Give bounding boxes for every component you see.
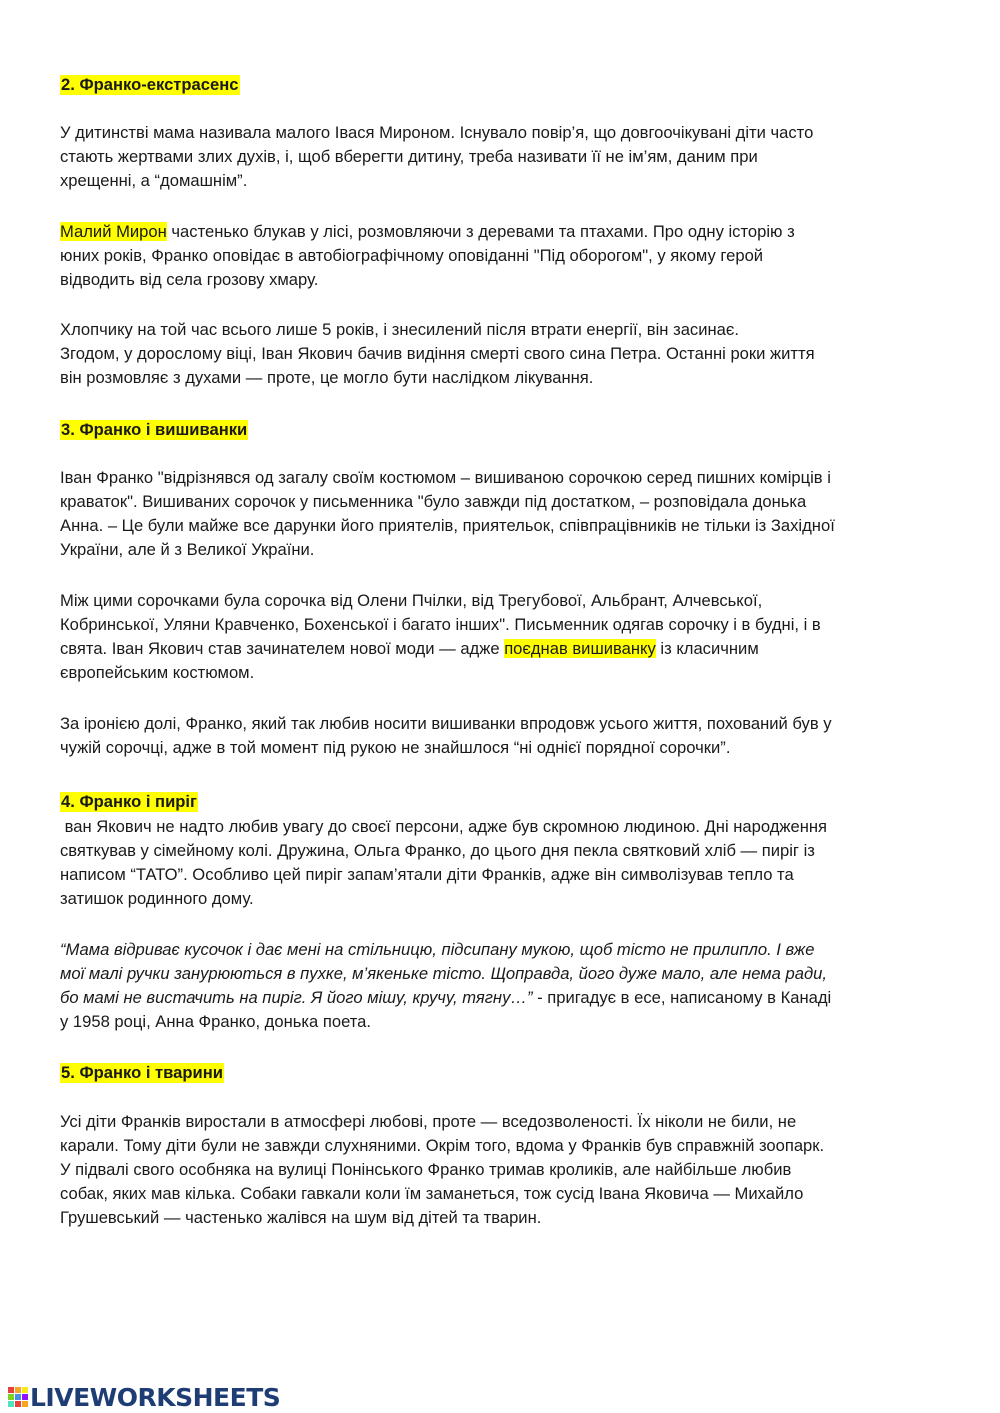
text-line: собак, яких мав кілька. Собаки гавкали коли їм заманеться, тож сусід Івана Яковича — Михайло (60, 1184, 804, 1203)
logo-square (15, 1401, 21, 1407)
text-line: хрещенні, а “домашнім”. (60, 171, 248, 190)
section-heading: 4. Франко і пиріг (61, 792, 197, 811)
text-line: Усі діти Франків виростали в атмосфері любові, проте — вседозволеності. Їх ніколи не били, не (60, 1112, 797, 1131)
text-line: У дитинстві мама називала малого Івася Мироном. Існувало повір’я, що довгоочікувані діти часто (60, 123, 814, 142)
text-line: карали. Тому діти були не завжди слухняними. Окрім того, вдома у Франків був справжній зоопарк. (60, 1136, 825, 1155)
logo-square (22, 1394, 28, 1400)
logo-square (8, 1387, 14, 1393)
text-line: святкував у сімейному колі. Дружина, Ольга Франко, до цього дня пекла святковий хліб — пиріг із (60, 841, 815, 860)
text-line: затишок родинного дому. (60, 889, 254, 908)
section-4-paragraph-1 (60, 815, 940, 911)
text-line: європейським костюмом. (60, 663, 255, 682)
section-heading: 5. Франко і тварини (61, 1063, 223, 1082)
logo-square (22, 1387, 28, 1393)
section-5-heading-block (60, 1061, 940, 1085)
section-heading: 3. Франко і вишиванки (61, 420, 248, 439)
logo-text: LIVEWORKSHEETS (30, 1382, 281, 1412)
quote-line: “Мама відриває кусочок і дає мені на стільницю, підсипану мукою, щоб тісто не прилипло. І вже (60, 940, 815, 959)
logo-grid-icon (8, 1387, 28, 1407)
highlighted-text: поєднав вишиванку (504, 639, 656, 658)
logo-square (22, 1401, 28, 1407)
text-fragment: частенько блукав у лісі, розмовляючи з деревами та птахами. Про одну історію з (166, 222, 795, 241)
text-line: Між цими сорочками була сорочка від Олени Пчілки, від Трегубової, Альбрант, Алчевської, (60, 591, 763, 610)
text-line: написом “ТАТО”. Особливо цей пиріг запам’ятали діти Франків, адже він символізував тепло та (60, 865, 794, 884)
quote-line: мої малі ручки занурюються в пухке, м’якеньке тісто. Щоправда, його дуже мало, але нема ради, (60, 964, 827, 983)
text-line: Хлопчику на той час всього лише 5 років, і знесилений після втрати енергії, він засинає. (60, 320, 739, 339)
text-line: Згодом, у дорослому віці, Іван Якович бачив видіння смерті свого сина Петра. Останні роки життя (60, 344, 815, 363)
section-2-paragraph-1 (60, 121, 940, 193)
section-5-paragraph-1 (60, 1110, 940, 1230)
text-line: відводить від села грозову хмару. (60, 270, 319, 289)
section-2-paragraph-3 (60, 318, 940, 390)
text-line: стають жертвами злих духів, і, щоб вберегти дитину, треба називати її не ім’ям, даним при (60, 147, 758, 166)
text-line: ван Якович не надто любив увагу до своєї персони, адже був скромною людиною. Дні народження (60, 817, 828, 836)
logo-square (8, 1401, 14, 1407)
quote-fragment: бо мамі не вистачить на пиріг. Я його мішу, кручу, тягну…” (60, 988, 533, 1007)
section-3-heading-block (60, 418, 940, 442)
text-fragment: із класичним (655, 639, 759, 658)
section-3-paragraph-3 (60, 712, 940, 760)
text-line: України, але й з Великої України. (60, 540, 315, 559)
liveworksheets-logo[interactable] (8, 1382, 280, 1412)
text-fragment: - пригадує в есе, написаному в Канаді (532, 988, 832, 1007)
text-line: Кобринської, Уляни Кравченко, Бохенської і багато інших". Письменник одягав сорочку і в будні, і в (60, 615, 821, 634)
text-line: Грушевський — частенько жалівся на шум від дітей та тварин. (60, 1208, 542, 1227)
section-2-heading-block (60, 73, 940, 97)
section-3-paragraph-2 (60, 589, 940, 685)
text-line: У підвалі свого особняка на вулиці Понінського Франко тримав кроликів, але найбільше любив (60, 1160, 792, 1179)
section-4-heading-block (60, 790, 940, 814)
logo-square (15, 1387, 21, 1393)
section-2-paragraph-2 (60, 220, 940, 292)
text-line: Іван Франко "відрізнявся од загалу своїм костюмом – вишиваною сорочкою серед пишних комірців і (60, 468, 831, 487)
text-line: За іронією долі, Франко, який так любив носити вишиванки впродовж усього життя, похований був у (60, 714, 832, 733)
section-3-paragraph-1 (60, 466, 940, 562)
highlighted-text: Малий Мирон (60, 222, 167, 241)
text-line: у 1958 році, Анна Франко, донька поета. (60, 1012, 371, 1031)
text-line: він розмовляє з духами — проте, це могло бути наслідком лікування. (60, 368, 594, 387)
logo-square (15, 1394, 21, 1400)
text-line: Анна. – Це були майже все дарунки його приятелів, приятельок, співпрацівників не тільки із Західної (60, 516, 835, 535)
section-4-quote-paragraph (60, 938, 940, 1034)
text-line: юних років, Франко оповідає в автобіографічному оповіданні "Під оборогом", у якому герой (60, 246, 764, 265)
text-fragment: свята. Іван Якович став зачинателем нової моди — адже (60, 639, 505, 658)
text-line: краваток". Вишиваних сорочок у письменника "було завжди під достатком, – розповідала донька (60, 492, 807, 511)
text-line: чужій сорочці, адже в той момент під рукою не знайшлося “ні однієї порядної сорочки”. (60, 738, 731, 757)
section-heading: 2. Франко-екстрасенс (61, 75, 239, 94)
logo-square (8, 1394, 14, 1400)
